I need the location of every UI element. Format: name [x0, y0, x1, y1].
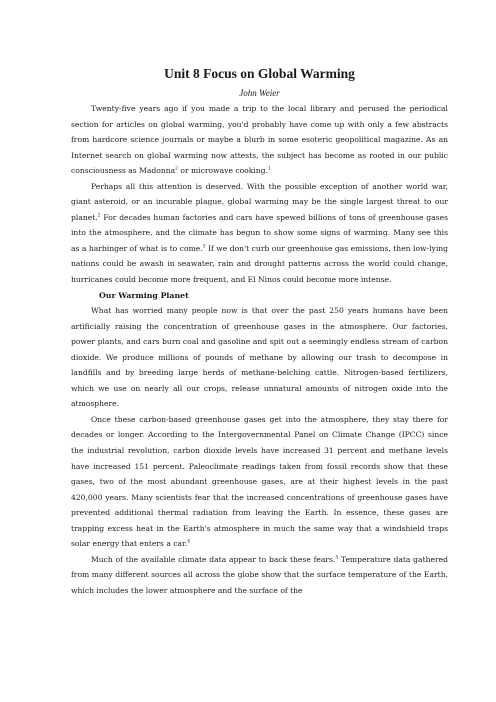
paragraph-text: Once these carbon-based greenhouse gases get into the atmosphere, they stay there for decades or longer. According to the Intergovernmental Panel on Climate Change (IPCC) since the industrial revolution, carbon dioxide levels have increased 31 percent and methane levels have increased 151 percent. Paleoclimate readings taken from fossil records show that these gases, two of the most abundant greenhouse gases, are at their highest levels in the past 420,000 years. Many scientists fear that the increased concentrations of greenhouse gases have prevented additional thermal radiation from leaving the Earth. In essence, these gases are trapping excess heat in the Earth's atmosphere in much the same way that a windshield traps solar energy that enters a car. — [71, 414, 448, 549]
paragraph-1 — [71, 101, 448, 179]
footnote-marker: 1 — [267, 166, 271, 172]
paragraph-text: Much of the available climate data appear to back these fears. — [91, 554, 336, 564]
paragraph-text: Temperature data gathered from many different sources all across the globe show that the surface temperature of the Earth, which includes the lower atmosphere and the surface of the — [71, 554, 448, 595]
paragraph-text: For decades human factories and cars have spewed billions of tons of greenhouse gases into the atmosphere, and the climate has begun to show some signs of warming. Many see this as a harbinger of what is to come. — [71, 212, 448, 253]
paragraph-4 — [71, 412, 448, 552]
paragraph-text: Perhaps all this attention is deserved. With the possible exception of another world war, giant asteroid, or an incurable plague, global warming may be the single largest threat to our planet. — [71, 181, 448, 222]
paragraph-2 — [71, 179, 448, 288]
paragraph-5 — [71, 552, 448, 599]
paragraph-3 — [71, 303, 448, 412]
section-heading: Our Warming Planet — [99, 290, 189, 300]
author-name: John Weier — [239, 88, 280, 98]
document-title: Unit 8 Focus on Global Warming — [164, 66, 355, 81]
paragraph-text: What has worried many people now is that over the past 250 years humans have been artificially raising the concentration of greenhouse gases in the atmosphere. Our factories, power plants, and cars burn coal and gasoline and spit out a seemingly endless stream of carbon dioxide. We produce millions of pounds of methane by allowing our trash to decompose in landfills and by breeding large herds of methane-belching cattle. Nitrogen-based fertilizers, which we use on nearly all our crops, release unnatural amounts of nitrogen oxide into the atmosphere. — [71, 306, 448, 409]
footnote-marker: 2 — [97, 213, 101, 219]
footnote-marker: 3 — [202, 244, 206, 250]
footnote-marker: 2 — [175, 166, 179, 172]
footnote-marker: 4 — [187, 539, 191, 545]
paragraph-text: If we don't curb our greenhouse gas emissions, then low-lying nations could be awash in seawater, rain and drought patterns across the world could change, hurricanes could become more frequent, and El Ninos could become more intense. — [71, 243, 449, 285]
footnote-marker: 5 — [335, 555, 339, 561]
paragraph-text: Twenty-five years ago if you made a trip to the local library and perused the periodical section for articles on global warming, you'd probably have come up with only a few abstracts from hardcore science journals or maybe a blurb in some esoteric geopolitical magazine. As an Internet search on global warming now attests, the subject has become as rooted in our public consciousness as Madonna — [71, 104, 448, 176]
paragraph-text: or microwave cooking. — [178, 166, 268, 176]
